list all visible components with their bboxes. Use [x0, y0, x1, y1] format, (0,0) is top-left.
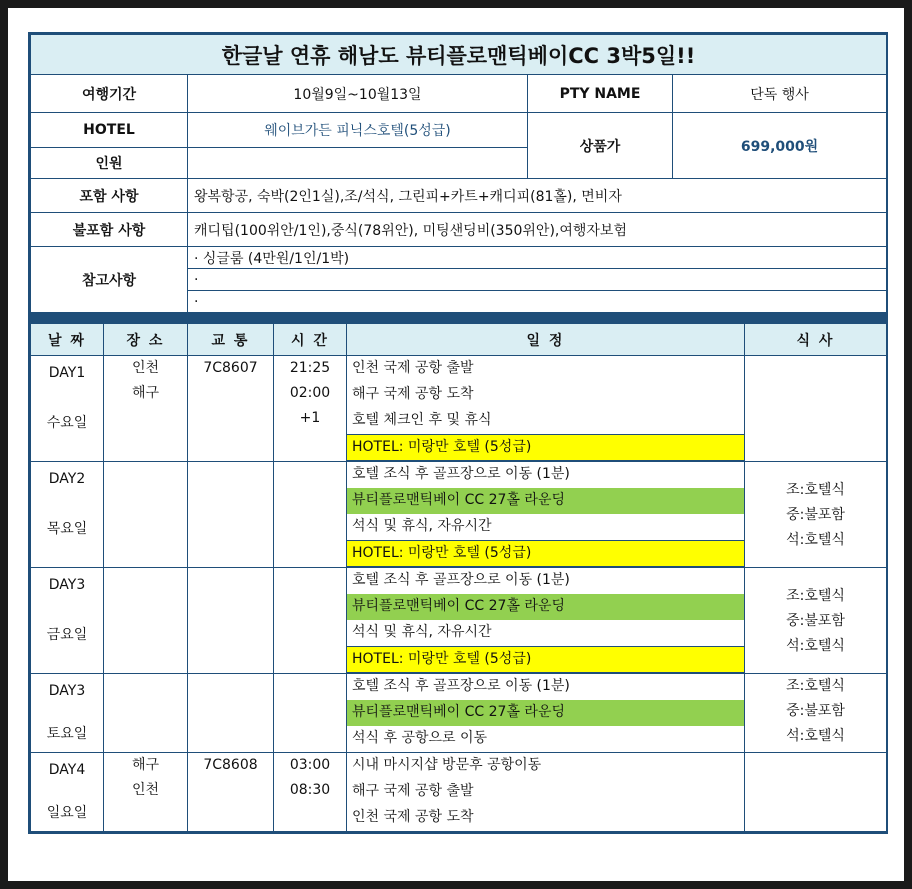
schedule-row	[31, 674, 887, 753]
schedule-row	[31, 462, 887, 568]
header-time: 시 간	[274, 324, 347, 356]
transport-code: 7C8607	[203, 360, 258, 376]
time-cell	[274, 674, 347, 753]
time-line: 21:25	[289, 360, 331, 376]
header-date: 날 짜	[31, 324, 104, 356]
weekday-label: 목요일	[46, 521, 88, 537]
place-line: 해구	[131, 385, 160, 401]
meal-cell	[745, 568, 887, 674]
time-line: +1	[299, 410, 321, 426]
header-place: 장 소	[104, 324, 188, 356]
itinerary-line: 석식 및 휴식, 자유시간	[352, 624, 492, 640]
meal-cell	[745, 356, 887, 462]
day-label: DAY1	[48, 365, 86, 381]
itinerary-cell	[347, 674, 745, 753]
time-line: 03:00	[289, 757, 331, 773]
itinerary-line: 호텔 체크인 후 및 휴식	[352, 412, 492, 428]
pty-label: PTY NAME	[528, 75, 673, 113]
place-cell	[104, 753, 188, 832]
meal-spacer	[745, 568, 886, 584]
included-label: 포함 사항	[31, 179, 188, 213]
place-cell	[104, 462, 188, 568]
transport-cell	[188, 674, 274, 753]
meal-cell	[745, 462, 887, 568]
period-label: 여행기간	[31, 75, 188, 113]
note-line: ·	[188, 269, 887, 291]
meal-cell	[745, 674, 887, 753]
time-cell	[274, 356, 347, 462]
itinerary-cell	[347, 753, 745, 832]
price-value: 699,000원	[673, 113, 887, 179]
itinerary-line: 석식 및 휴식, 자유시간	[352, 518, 492, 534]
itinerary-line: 해구 국제 공항 출발	[352, 783, 474, 799]
meal-line: 중:불포함	[786, 613, 845, 629]
itinerary-line: 인천 국제 공항 도착	[352, 809, 474, 825]
golf-highlight: 뷰티플로맨틱베이 CC 27홀 라운딩	[347, 594, 744, 620]
time-line: 02:00	[289, 385, 331, 401]
transport-cell	[188, 462, 274, 568]
hotel-highlight: HOTEL: 미랑만 호텔 (5성급)	[347, 434, 744, 461]
itinerary-cell	[347, 356, 745, 462]
meal-line: 조:호텔식	[786, 482, 845, 498]
included-value: 왕복항공, 숙박(2인1실),조/석식, 그린피+카트+캐디피(81홀), 면비자	[188, 179, 887, 213]
time-cell	[274, 462, 347, 568]
itinerary-line: 석식 후 공항으로 이동	[352, 730, 488, 746]
notes-label: 참고사항	[31, 247, 188, 313]
itinerary-cell	[347, 462, 745, 568]
schedule-row	[31, 753, 887, 832]
schedule-body	[31, 356, 887, 832]
pty-value: 단독 행사	[673, 75, 887, 113]
day-label: DAY3	[48, 577, 86, 593]
transport-code: 7C8608	[203, 757, 258, 773]
transport-cell	[188, 356, 274, 462]
day-cell	[31, 568, 104, 674]
meal-cell	[745, 753, 887, 832]
hotel-highlight: HOTEL: 미랑만 호텔 (5성급)	[347, 646, 744, 673]
schedule-row	[31, 356, 887, 462]
transport-cell	[188, 568, 274, 674]
day-cell	[31, 462, 104, 568]
itinerary-document	[28, 32, 888, 834]
day-cell	[31, 356, 104, 462]
day-label: DAY4	[48, 762, 86, 778]
people-label: 인원	[31, 148, 188, 179]
header-itinerary: 일 정	[347, 324, 745, 356]
meal-line: 석:호텔식	[786, 728, 845, 744]
place-line: 인천	[131, 782, 160, 798]
meal-line: 조:호텔식	[786, 678, 845, 694]
itinerary-line: 인천 국제 공항 출발	[352, 360, 474, 376]
hotel-label: HOTEL	[31, 113, 188, 148]
page	[8, 8, 904, 881]
note-line: ·	[188, 291, 887, 313]
people-value	[188, 148, 528, 179]
meal-line: 석:호텔식	[786, 532, 845, 548]
transport-cell	[188, 753, 274, 832]
itinerary-line: 해구 국제 공항 도착	[352, 386, 474, 402]
meal-line: 중:불포함	[786, 507, 845, 523]
hotel-highlight: HOTEL: 미랑만 호텔 (5성급)	[347, 540, 744, 567]
golf-highlight: 뷰티플로맨틱베이 CC 27홀 라운딩	[347, 488, 744, 514]
meal-line: 중:불포함	[786, 703, 845, 719]
day-label: DAY2	[48, 471, 86, 487]
golf-highlight: 뷰티플로맨틱베이 CC 27홀 라운딩	[347, 700, 744, 726]
hotel-value: 웨이브가든 피닉스호텔(5성급)	[188, 113, 528, 148]
time-line: 08:30	[289, 782, 331, 798]
excluded-label: 불포함 사항	[31, 213, 188, 247]
place-cell	[104, 568, 188, 674]
weekday-label: 수요일	[46, 415, 88, 431]
weekday-label: 일요일	[46, 805, 88, 821]
time-cell	[274, 568, 347, 674]
meal-line: 조:호텔식	[786, 588, 845, 604]
place-cell	[104, 674, 188, 753]
schedule-table	[30, 323, 887, 832]
time-cell	[274, 753, 347, 832]
document-title: 한글날 연휴 해남도 뷰티플로맨틱베이CC 3박5일!!	[31, 35, 887, 75]
itinerary-line: 호텔 조식 후 골프장으로 이동 (1분)	[352, 466, 570, 482]
meal-spacer	[745, 462, 886, 478]
place-line: 해구	[131, 757, 160, 773]
info-table	[30, 34, 887, 313]
itinerary-cell	[347, 568, 745, 674]
day-cell	[31, 753, 104, 832]
price-label: 상품가	[528, 113, 673, 179]
itinerary-line: 시내 마시지샵 방문후 공항이동	[352, 757, 542, 773]
header-transport: 교 통	[188, 324, 274, 356]
period-value: 10월9일~10월13일	[188, 75, 528, 113]
itinerary-line: 호텔 조식 후 골프장으로 이동 (1분)	[352, 678, 570, 694]
day-label: DAY3	[48, 683, 86, 699]
weekday-label: 토요일	[46, 726, 88, 742]
place-cell	[104, 356, 188, 462]
itinerary-line: 호텔 조식 후 골프장으로 이동 (1분)	[352, 572, 570, 588]
schedule-row	[31, 568, 887, 674]
meal-line: 석:호텔식	[786, 638, 845, 654]
header-meal: 식 사	[745, 324, 887, 356]
note-line: · 싱글룸 (4만원/1인/1박)	[188, 247, 887, 269]
place-line: 인천	[131, 360, 160, 376]
day-cell	[31, 674, 104, 753]
weekday-label: 금요일	[46, 627, 88, 643]
excluded-value: 캐디팁(100위안/1인),중식(78위안), 미팅샌딩비(350위안),여행자보험	[188, 213, 887, 247]
section-divider	[30, 313, 886, 323]
